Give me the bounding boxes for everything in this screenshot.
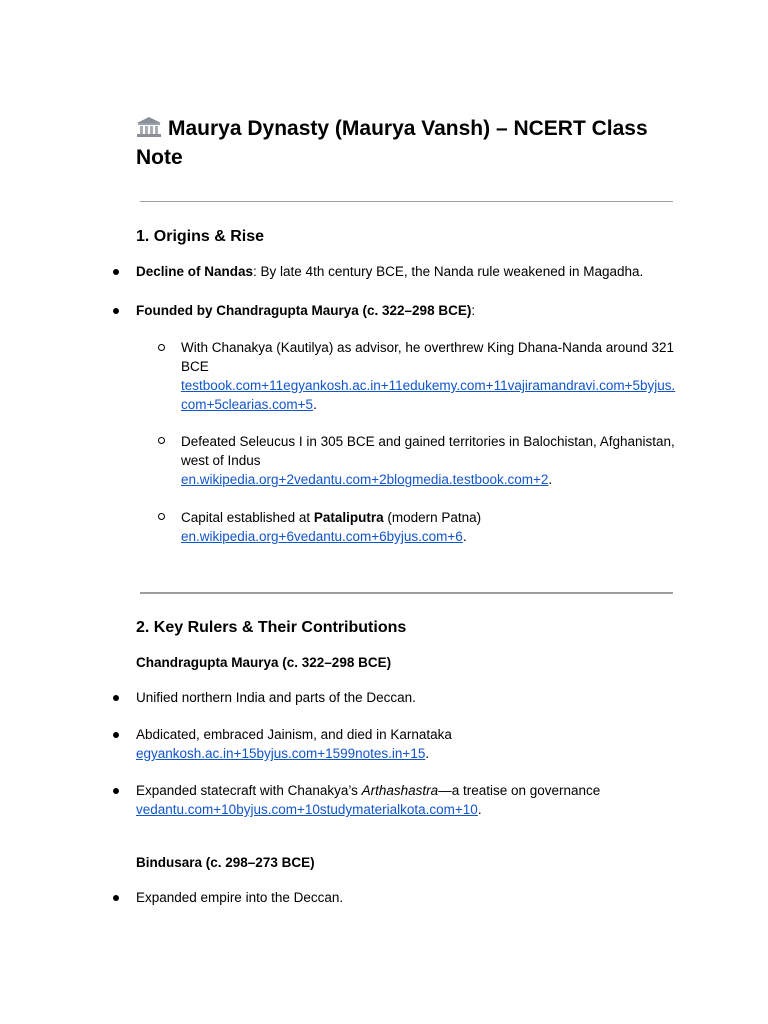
bullet-founded-by: Founded by Chandragupta Maurya (c. 322–298 BCE): <box>136 303 476 318</box>
bullet-dot <box>113 695 119 701</box>
sub-bullet-circle <box>158 344 165 351</box>
source-link[interactable]: vedantu.com+10byjus.com+10studymaterialkota.com+10 <box>136 802 478 817</box>
bullet-abdicated: Abdicated, embraced Jainism, and died in Karnataka egyankosh.ac.in+15byjus.com+1599notes.in+15. <box>136 727 452 761</box>
sub-bullet-circle <box>158 513 165 520</box>
section-heading-key-rulers: 2. Key Rulers & Their Contributions <box>136 619 407 636</box>
source-link[interactable]: en.wikipedia.org+2vedantu.com+2blogmedia.testbook.com+2 <box>181 472 549 487</box>
bullet-dot <box>113 895 119 901</box>
bullet-dot <box>113 732 119 738</box>
page-title <box>136 114 696 172</box>
bullet-dot <box>113 788 119 794</box>
ruler-heading-bindusara: Bindusara (c. 298–273 BCE) <box>136 855 315 870</box>
bullet-dot <box>113 269 119 275</box>
section-heading-origins: 1. Origins & Rise <box>136 228 265 245</box>
horizontal-divider <box>140 201 673 202</box>
horizontal-divider <box>140 592 673 594</box>
ruler-heading-chandragupta: Chandragupta Maurya (c. 322–298 BCE) <box>136 655 392 670</box>
bullet-decline-of-nandas: Decline of Nandas: By late 4th century BCE, the Nanda rule weakened in Magadha. <box>136 264 644 279</box>
bullet-unified: Unified northern India and parts of the Deccan. <box>136 690 416 705</box>
sub-bullet-circle <box>158 437 165 444</box>
source-link[interactable]: en.wikipedia.org+6vedantu.com+6byjus.com+6 <box>181 529 463 544</box>
bullet-dot <box>113 308 119 314</box>
bullet-statecraft: Expanded statecraft with Chanakya’s Arthashastra—a treatise on governance vedantu.com+10byjus.com+10studymaterialkota.com+10. <box>136 783 601 817</box>
source-link[interactable]: testbook.com+11egyankosh.ac.in+11edukemy.com+11vajiramandravi.com+5byjus.com+5clearias.com+5 <box>181 378 676 412</box>
sub-bullet-seleucus: Defeated Seleucus I in 305 BCE and gained territories in Balochistan, Afghanistan, west of Indus en.wikipedia.org+2vedantu.com+2blogmedia.testbook.com+2. <box>181 434 675 487</box>
source-link[interactable]: egyankosh.ac.in+15byjus.com+1599notes.in+15 <box>136 746 426 761</box>
title-text: Maurya Dynasty (Maurya Vansh) – NCERT Class Note <box>136 117 648 169</box>
bullet-expanded-deccan: Expanded empire into the Deccan. <box>136 890 344 905</box>
sub-bullet-pataliputra: Capital established at Pataliputra (modern Patna) en.wikipedia.org+6vedantu.com+6byjus.com+6. <box>181 510 482 544</box>
classical-building-icon <box>136 116 162 138</box>
sub-bullet-chanakya: With Chanakya (Kautilya) as advisor, he overthrew King Dhana-Nanda around 321 BCE testbook.com+11egyankosh.ac.in+11edukemy.com+11vajiramandravi.com+5byjus.com+5clearias.com+5. <box>181 340 676 412</box>
